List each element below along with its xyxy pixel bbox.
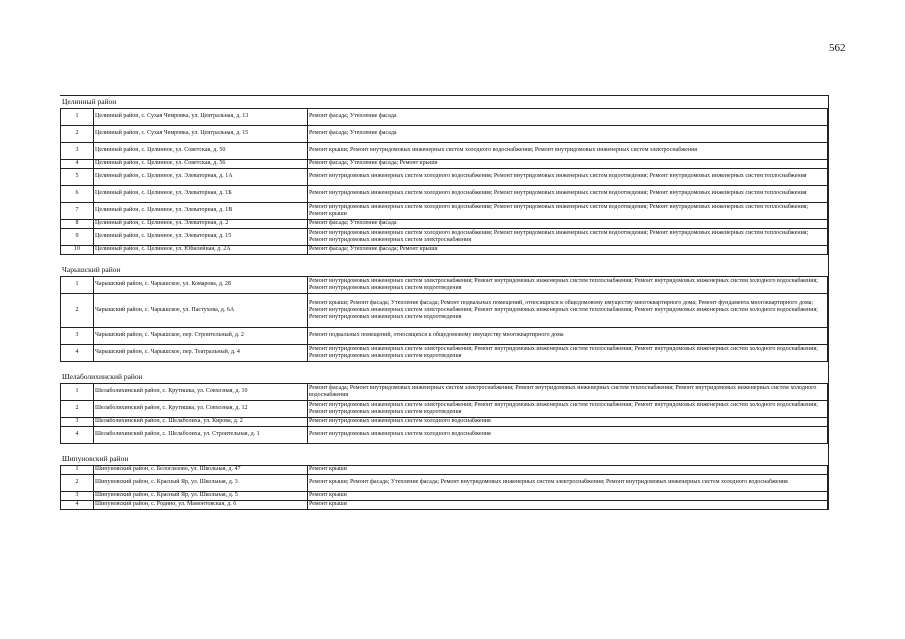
work-cell: Ремонт крыши; Ремонт фасада; Утепление фасада; Ремонт внутридомовых инженерных систем электроснабжения; Ремонт внутридомовых инженерных систем холодного водоснабжения xyxy=(308,475,828,492)
work-cell: Ремонт крыши xyxy=(308,466,828,475)
table-row xyxy=(61,466,828,475)
section-gap xyxy=(60,255,828,264)
address-cell: Чарышский район, с. Чарышское, ул. Пастухова, д. 6А xyxy=(94,294,308,328)
row-number: 4 xyxy=(61,501,94,510)
address-cell: Целинный район, с. Целинное, ул. Элеваторная, д. 15 xyxy=(94,229,308,246)
district-table xyxy=(60,108,828,255)
table-row xyxy=(61,328,828,345)
address-cell: Целинный район, с. Целинное, ул. Элеваторная, д. 1Б xyxy=(94,186,308,203)
table-row xyxy=(61,109,828,126)
table-row xyxy=(61,203,828,220)
address-cell: Целинный район, с. Целинное, ул. Юбилейная, д. 2А xyxy=(94,246,308,255)
district-title: Шелаболихинский район xyxy=(62,372,143,381)
work-cell: Ремонт внутридомовых инженерных систем электроснабжения; Ремонт внутридомовых инженерных систем теплоснабжения; Ремонт внутридомовых инженерных систем холодного водоснабжения; Ремонт внутридомовых инженерных систем водоотведения xyxy=(308,345,828,362)
work-cell: Ремонт фасада; Утепление фасада; Ремонт крыши xyxy=(308,160,828,169)
address-cell: Целинный район, с. Целинное, ул. Элеваторная, д. 1А xyxy=(94,169,308,186)
district-table xyxy=(60,276,828,362)
address-cell: Шипуновский район, с. Белоглазово, ул. Школьная, д. 47 xyxy=(94,466,308,475)
section-gap xyxy=(60,444,828,453)
row-number: 3 xyxy=(61,418,94,427)
row-number: 2 xyxy=(61,126,94,143)
address-cell: Чарышский район, с. Чарышское, ул. Комарова, д. 28 xyxy=(94,277,308,294)
table-row xyxy=(61,277,828,294)
table-row xyxy=(61,229,828,246)
table-row xyxy=(61,418,828,427)
section-gap xyxy=(60,362,828,371)
table-row xyxy=(61,475,828,492)
row-number: 10 xyxy=(61,246,94,255)
row-number: 3 xyxy=(61,328,94,345)
work-cell: Ремонт крыши; Ремонт фасада; Утепление фасада; Ремонт подвальных помещений, относящихся к общедомовому имуществу многоквартирного дома; Ремонт фундамента многоквартирного дома; Ремонт внутридомовых инженерных систем электроснабжения; Ремонт внутридомовых инженерных систем теплоснабжения; Ремонт внутридомовых инженерных систем холодного водоснабжения; Ремонт внутридомовых инженерных систем водоотведения xyxy=(308,294,828,328)
work-cell: Ремонт подвальных помещений, относящихся к общедомовому имуществу многоквартирного дома xyxy=(308,328,828,345)
district-title: Шипуновский район xyxy=(62,454,129,463)
table-row xyxy=(61,384,828,401)
district-table xyxy=(60,383,828,444)
page-number: 562 xyxy=(829,42,846,54)
work-cell: Ремонт крыши xyxy=(308,501,828,510)
row-number: 3 xyxy=(61,492,94,501)
address-cell: Чарышский район, с. Чарышское, пер. Театральный, д. 4 xyxy=(94,345,308,362)
address-cell: Целинный район, с. Целинное, ул. Элеваторная, д. 1В xyxy=(94,203,308,220)
row-number: 1 xyxy=(61,384,94,401)
work-cell: Ремонт фасада; Утепление фасада xyxy=(308,126,828,143)
work-cell: Ремонт внутридомовых инженерных систем электроснабжения; Ремонт внутридомовых инженерных систем теплоснабжения; Ремонт внутридомовых инженерных систем холодного водоснабжения; Ремонт внутридомовых инженерных систем водоотведения xyxy=(308,401,828,418)
work-cell: Ремонт внутридомовых инженерных систем холодного водоснабжения; Ремонт внутридомовых инженерных систем водоотведения; Ремонт внутридомовых инженерных систем теплоснабжения; Ремонт внутридомовых инженерных систем электроснабжения xyxy=(308,229,828,246)
document-sheet xyxy=(60,95,829,510)
row-number: 7 xyxy=(61,203,94,220)
address-cell: Шипуновский район, с. Родино, ул. Мамонтовская, д. 6 xyxy=(94,501,308,510)
address-cell: Целинный район, с. Сухая Чемровка, ул. Центральная, д. 15 xyxy=(94,126,308,143)
table-row xyxy=(61,246,828,255)
address-cell: Шелаболихинский район, с. Шелаболиха, ул. Кирова, д. 2 xyxy=(94,418,308,427)
address-cell: Целинный район, с. Целинное, ул. Элеваторная, д. 2 xyxy=(94,220,308,229)
work-cell: Ремонт внутридомовых инженерных систем холодного водоснабжения; Ремонт внутридомовых инженерных систем водоотведения; Ремонт внутридомовых инженерных систем теплоснабжения xyxy=(308,169,828,186)
address-cell: Шипуновский район, с. Красный Яр, ул. Школьная, д. 5 xyxy=(94,492,308,501)
row-number: 9 xyxy=(61,229,94,246)
row-number: 2 xyxy=(61,475,94,492)
table-row xyxy=(61,294,828,328)
address-cell: Шипуновский район, с. Красный Яр, ул. Школьная, д. 3 xyxy=(94,475,308,492)
work-cell: Ремонт фасада; Ремонт внутридомовых инженерных систем электроснабжения; Ремонт внутридомовых инженерных систем теплоснабжения; Ремонт внутридомовых инженерных систем холодного водоснабжения xyxy=(308,384,828,401)
address-cell: Целинный район, с. Сухая Чемровка, ул. Центральная, д. 13 xyxy=(94,109,308,126)
work-cell: Ремонт крыши; Ремонт внутридомовых инженерных систем холодного водоснабжения; Ремонт внутридомовых инженерных систем электроснабжения xyxy=(308,143,828,160)
row-number: 4 xyxy=(61,427,94,444)
work-cell: Ремонт внутридомовых инженерных систем холодного водоснабжения; Ремонт внутридомовых инженерных систем водоотведения; Ремонт внутридомовых инженерных систем теплоснабжения xyxy=(308,186,828,203)
row-number: 1 xyxy=(61,109,94,126)
work-cell: Ремонт фасада; Утепление фасада xyxy=(308,109,828,126)
district-table xyxy=(60,465,828,510)
table-row xyxy=(61,401,828,418)
table-row xyxy=(61,345,828,362)
work-cell: Ремонт внутридомовых инженерных систем электроснабжения; Ремонт внутридомовых инженерных систем теплоснабжения; Ремонт внутридомовых инженерных систем холодного водоснабжения; Ремонт внутридомовых инженерных систем водоотведения xyxy=(308,277,828,294)
row-number: 1 xyxy=(61,277,94,294)
address-cell: Шелаболихинский район, с. Шелаболиха, ул. Строительная, д. 1 xyxy=(94,427,308,444)
address-cell: Шелаболихинский район, с. Крутишка, ул. Совхозная, д. 10 xyxy=(94,384,308,401)
address-cell: Шелаболихинский район, с. Крутишка, ул. Совхозная, д. 12 xyxy=(94,401,308,418)
row-number: 4 xyxy=(61,160,94,169)
row-number: 6 xyxy=(61,186,94,203)
district-title: Чарышский район xyxy=(62,265,121,274)
row-number: 2 xyxy=(61,401,94,418)
row-number: 3 xyxy=(61,143,94,160)
district-title: Целинный район xyxy=(62,97,117,106)
row-number: 1 xyxy=(61,466,94,475)
work-cell: Ремонт внутридомовых инженерных систем холодного водоснабжения xyxy=(308,418,828,427)
table-row xyxy=(61,492,828,501)
work-cell: Ремонт внутридомовых инженерных систем холодного водоснабжения; Ремонт внутридомовых инженерных систем водоотведения; Ремонт внутридомовых инженерных систем теплоснабжения; Ремонт крыши xyxy=(308,203,828,220)
table-row xyxy=(61,143,828,160)
work-cell: Ремонт крыши xyxy=(308,492,828,501)
table-row xyxy=(61,126,828,143)
work-cell: Ремонт внутридомовых инженерных систем холодного водоснабжения xyxy=(308,427,828,444)
table-row xyxy=(61,169,828,186)
row-number: 5 xyxy=(61,169,94,186)
row-number: 2 xyxy=(61,294,94,328)
table-row xyxy=(61,220,828,229)
address-cell: Чарышский район, с. Чарышское, пер. Строительный, д. 2 xyxy=(94,328,308,345)
address-cell: Целинный район, с. Целинное, ул. Советская, д. 50 xyxy=(94,143,308,160)
table-row xyxy=(61,160,828,169)
table-row xyxy=(61,427,828,444)
work-cell: Ремонт фасада; Утепление фасада; Ремонт крыши xyxy=(308,246,828,255)
table-row xyxy=(61,501,828,510)
table-row xyxy=(61,186,828,203)
row-number: 4 xyxy=(61,345,94,362)
row-number: 8 xyxy=(61,220,94,229)
work-cell: Ремонт фасада; Утепление фасада xyxy=(308,220,828,229)
address-cell: Целинный район, с. Целинное, ул. Советская, д. 56 xyxy=(94,160,308,169)
